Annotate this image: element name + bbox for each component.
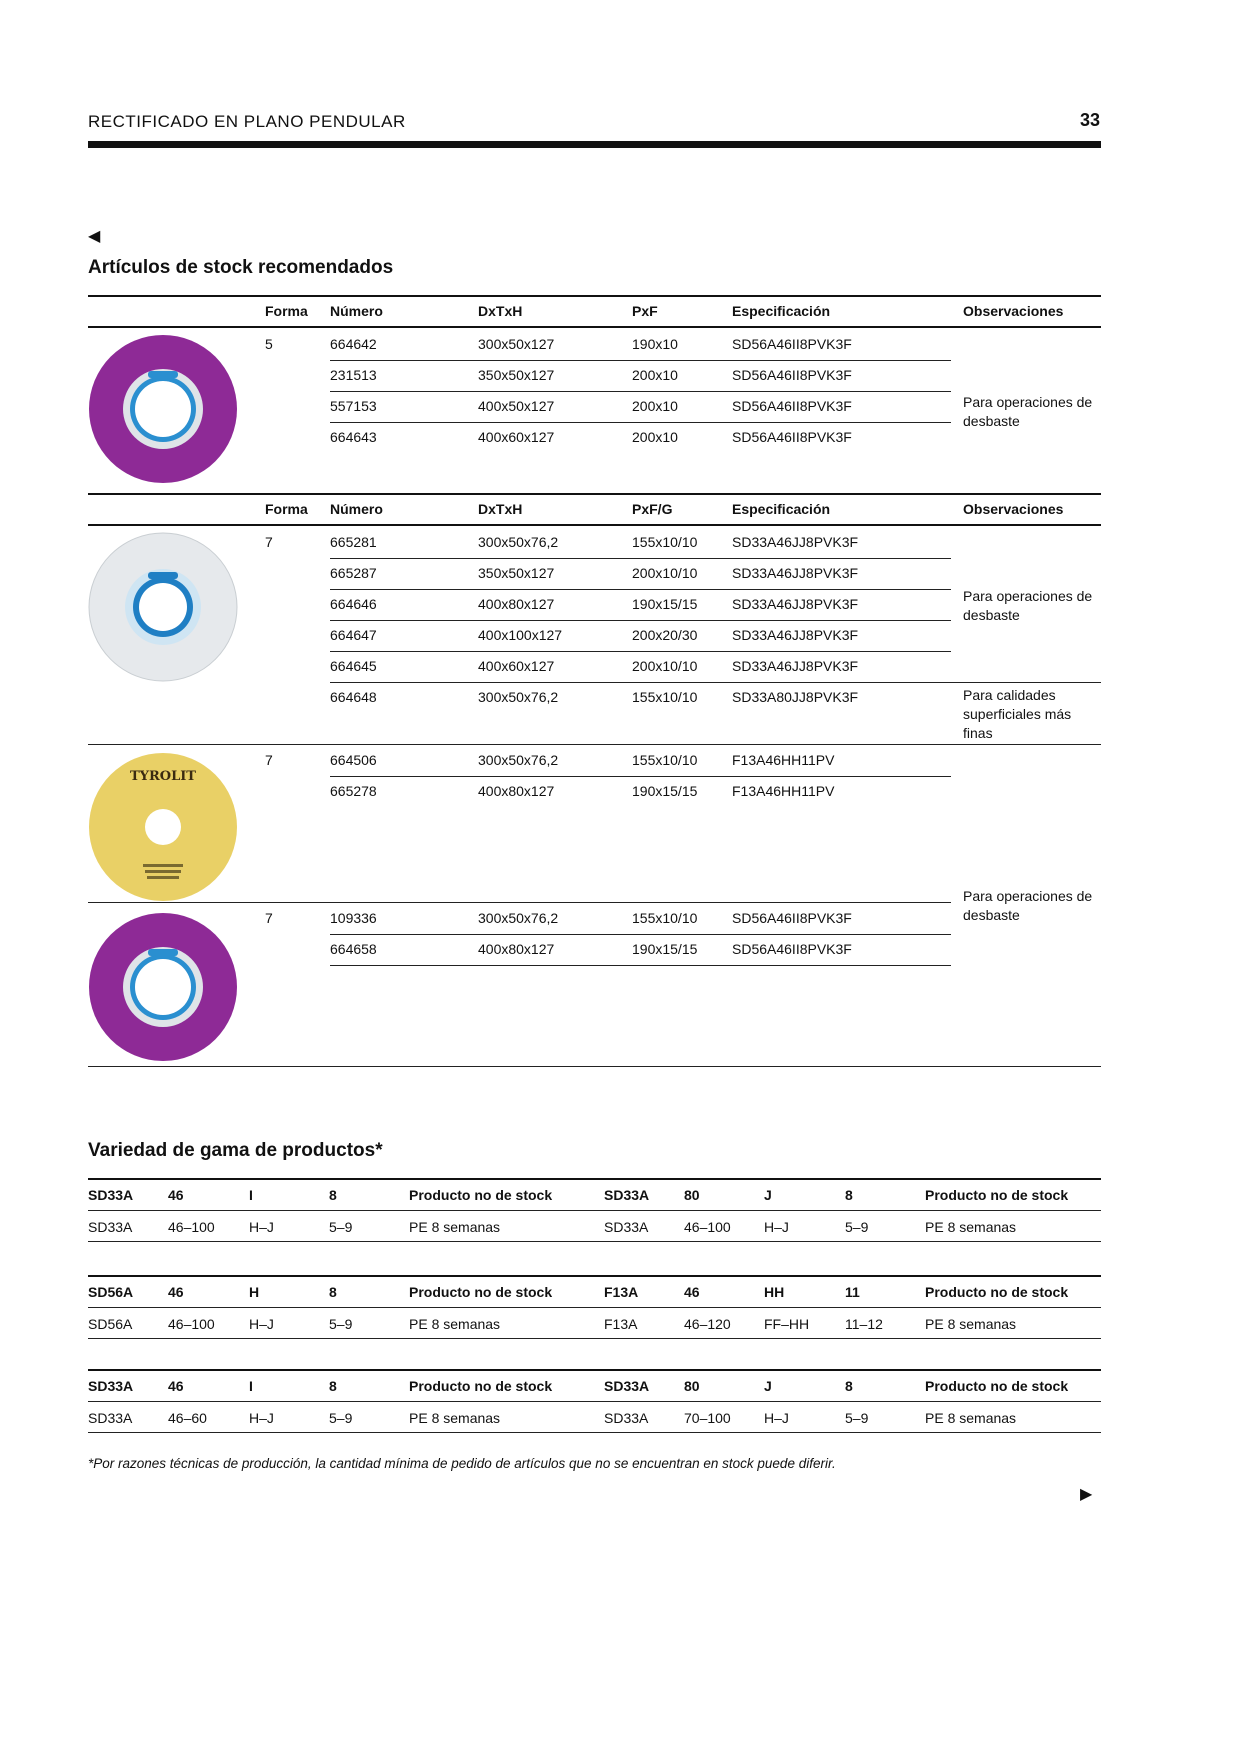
dxtxh-cell: 350x50x127 xyxy=(478,367,555,383)
dxtxh-cell: 400x80x127 xyxy=(478,941,555,957)
numero-cell: 231513 xyxy=(330,367,377,383)
spec-cell: F13A46HH11PV xyxy=(732,783,835,799)
dxtxh-cell: 300x50x76,2 xyxy=(478,910,559,926)
pxfg-cell: 155x10/10 xyxy=(632,534,698,550)
pxfg-cell: 155x10/10 xyxy=(632,910,698,926)
observation-text: Para operaciones de desbaste xyxy=(963,394,1093,429)
variety-top-rule xyxy=(88,1275,1101,1277)
variety-mid-rule xyxy=(88,1401,1101,1402)
variety-header-cell: 11 xyxy=(845,1284,860,1300)
stock-section-title: Artículos de stock recomendados xyxy=(88,257,394,278)
spec-cell: SD56A46II8PVK3F xyxy=(732,398,852,414)
pxfg-cell: 200x10/10 xyxy=(632,658,698,674)
variety-bottom-rule xyxy=(88,1432,1101,1433)
variety-mid-rule xyxy=(88,1210,1101,1211)
variety-header-cell: 46 xyxy=(168,1284,184,1300)
pxfg-cell: 190x15/15 xyxy=(632,941,698,957)
dxtxh-cell: 400x60x127 xyxy=(478,429,555,445)
variety-header-cell: J xyxy=(764,1378,772,1394)
pxfg-cell: 190x15/15 xyxy=(632,783,698,799)
variety-value-cell: 5–9 xyxy=(329,1316,353,1332)
variety-value-cell: H–J xyxy=(249,1410,274,1426)
pxf-cell: 190x10 xyxy=(632,336,678,352)
variety-header-cell: SD33A xyxy=(88,1378,134,1394)
variety-value-cell: 46–60 xyxy=(168,1410,207,1426)
variety-value-cell: SD33A xyxy=(604,1219,649,1235)
dxtxh-cell: 300x50x76,2 xyxy=(478,689,559,705)
next-page-icon[interactable]: ▶ xyxy=(1080,1486,1093,1503)
col-header-numero: Número xyxy=(330,303,383,319)
row-rule xyxy=(330,589,951,590)
variety-section-title: Variedad de gama de productos* xyxy=(88,1140,383,1161)
pxf-cell: 200x10 xyxy=(632,367,678,383)
variety-header-cell: SD33A xyxy=(604,1187,650,1203)
variety-value-cell: SD33A xyxy=(88,1219,133,1235)
header-bottom-rule xyxy=(88,326,1101,328)
variety-value-cell: H–J xyxy=(764,1219,789,1235)
variety-header-cell: Producto no de stock xyxy=(409,1378,553,1394)
row-rule xyxy=(330,620,951,621)
dxtxh-cell: 300x50x76,2 xyxy=(478,534,559,550)
pxfg-cell: 155x10/10 xyxy=(632,689,698,705)
variety-value-cell: PE 8 semanas xyxy=(409,1410,501,1426)
variety-header-cell: Producto no de stock xyxy=(925,1187,1069,1203)
variety-header-cell: 8 xyxy=(329,1284,337,1300)
variety-value-cell: 46–120 xyxy=(684,1316,731,1332)
white-grinding-wheel-image xyxy=(88,532,238,682)
pxfg-cell: 190x15/15 xyxy=(632,596,698,612)
variety-header-cell: 46 xyxy=(684,1284,700,1300)
spec-cell: SD33A46JJ8PVK3F xyxy=(732,565,859,581)
dxtxh-cell: 400x100x127 xyxy=(478,627,563,643)
row-rule xyxy=(330,391,951,392)
col-header-dxtxh: DxTxH xyxy=(478,501,523,517)
header-rule xyxy=(88,141,1101,148)
variety-value-cell: H–J xyxy=(249,1316,274,1332)
col-header-especificacion: Especificación xyxy=(732,501,831,517)
pxfg-cell: 200x10/10 xyxy=(632,565,698,581)
spec-cell: SD56A46II8PVK3F xyxy=(732,941,852,957)
variety-header-cell: F13A xyxy=(604,1284,639,1300)
numero-cell: 664648 xyxy=(330,689,377,705)
variety-value-cell: 70–100 xyxy=(684,1410,731,1426)
forma-value: 7 xyxy=(265,910,273,926)
col-header-pxf: PxF xyxy=(632,303,658,319)
observation-text: Para operaciones de desbaste xyxy=(963,588,1093,623)
numero-cell: 557153 xyxy=(330,398,377,414)
pxfg-cell: 155x10/10 xyxy=(632,752,698,768)
variety-header-cell: J xyxy=(764,1187,772,1203)
group-rule xyxy=(88,744,1101,745)
variety-value-cell: PE 8 semanas xyxy=(409,1219,501,1235)
prev-page-icon[interactable]: ◀ xyxy=(88,228,101,245)
header-bottom-rule xyxy=(88,524,1101,526)
variety-header-cell: Producto no de stock xyxy=(925,1378,1069,1394)
dxtxh-cell: 400x80x127 xyxy=(478,783,555,799)
col-header-especificacion: Especificación xyxy=(732,303,831,319)
numero-cell: 109336 xyxy=(330,910,377,926)
col-header-forma: Forma xyxy=(265,303,308,319)
forma-value: 5 xyxy=(265,336,273,352)
variety-header-cell: I xyxy=(249,1187,253,1203)
variety-bottom-rule xyxy=(88,1338,1101,1339)
yellow-grinding-wheel-image xyxy=(88,752,238,902)
col-header-observaciones: Observaciones xyxy=(963,501,1064,517)
observation-text: Para operaciones de desbaste xyxy=(963,888,1093,923)
running-header-title: RECTIFICADO EN PLANO PENDULAR xyxy=(88,112,406,131)
variety-top-rule xyxy=(88,1369,1101,1371)
spec-cell: SD56A46II8PVK3F xyxy=(732,336,852,352)
variety-value-cell: SD56A xyxy=(88,1316,133,1332)
row-rule xyxy=(330,934,951,935)
pxf-cell: 200x10 xyxy=(632,398,678,414)
numero-cell: 664506 xyxy=(330,752,377,768)
numero-cell: 665281 xyxy=(330,534,377,550)
variety-value-cell: 11–12 xyxy=(845,1316,883,1332)
pxfg-cell: 200x20/30 xyxy=(632,627,698,643)
col-header-dxtxh: DxTxH xyxy=(478,303,523,319)
spec-cell: SD56A46II8PVK3F xyxy=(732,367,852,383)
variety-header-cell: Producto no de stock xyxy=(925,1284,1069,1300)
numero-cell: 664642 xyxy=(330,336,377,352)
numero-cell: 664658 xyxy=(330,941,377,957)
variety-top-rule xyxy=(88,1178,1101,1180)
variety-header-cell: SD33A xyxy=(604,1378,650,1394)
dxtxh-cell: 300x50x76,2 xyxy=(478,752,559,768)
variety-header-cell: Producto no de stock xyxy=(409,1187,553,1203)
variety-value-cell: FF–HH xyxy=(764,1316,810,1332)
variety-value-cell: SD33A xyxy=(604,1410,649,1426)
spec-cell: SD33A46JJ8PVK3F xyxy=(732,658,859,674)
col-header-observaciones: Observaciones xyxy=(963,303,1064,319)
variety-header-cell: 80 xyxy=(684,1187,700,1203)
numero-cell: 664643 xyxy=(330,429,377,445)
spec-cell: SD56A46II8PVK3F xyxy=(732,910,852,926)
row-rule xyxy=(330,776,951,777)
spec-cell: SD33A46JJ8PVK3F xyxy=(732,534,859,550)
variety-header-cell: 8 xyxy=(329,1187,337,1203)
variety-header-cell: 46 xyxy=(168,1187,184,1203)
variety-value-cell: PE 8 semanas xyxy=(925,1410,1017,1426)
variety-header-cell: I xyxy=(249,1378,253,1394)
variety-value-cell: H–J xyxy=(249,1219,274,1235)
col-header-pxfg: PxF/G xyxy=(632,501,673,517)
variety-header-cell: H xyxy=(249,1284,260,1300)
table-top-rule xyxy=(88,295,1101,297)
dxtxh-cell: 350x50x127 xyxy=(478,565,555,581)
variety-header-cell: 8 xyxy=(329,1378,337,1394)
variety-value-cell: 5–9 xyxy=(845,1219,869,1235)
row-rule xyxy=(330,558,951,559)
col-header-numero: Número xyxy=(330,501,383,517)
variety-value-cell: 46–100 xyxy=(684,1219,731,1235)
wheel-brand-label: TYROLIT xyxy=(130,769,196,784)
group-rule xyxy=(88,902,951,903)
numero-cell: 664646 xyxy=(330,596,377,612)
spec-cell: SD33A46JJ8PVK3F xyxy=(732,596,859,612)
dxtxh-cell: 400x50x127 xyxy=(478,398,555,414)
pxf-cell: 200x10 xyxy=(632,429,678,445)
variety-header-cell: HH xyxy=(764,1284,785,1300)
col-header-forma: Forma xyxy=(265,501,308,517)
observation-text: Para calidades superficiales más finas xyxy=(963,687,1072,741)
purple-grinding-wheel-image-1 xyxy=(88,334,238,484)
footnote: *Por razones técnicas de producción, la cantidad mínima de pedido de artículos que no se encuentran en stock puede diferir. xyxy=(88,1456,836,1471)
variety-value-cell: PE 8 semanas xyxy=(925,1219,1017,1235)
spec-cell: SD33A46JJ8PVK3F xyxy=(732,627,859,643)
dxtxh-cell: 300x50x127 xyxy=(478,336,555,352)
table-bottom-rule xyxy=(88,1066,1101,1067)
variety-value-cell: H–J xyxy=(764,1410,789,1426)
dxtxh-cell: 400x80x127 xyxy=(478,596,555,612)
variety-header-cell: 46 xyxy=(168,1378,184,1394)
numero-cell: 664647 xyxy=(330,627,377,643)
numero-cell: 665287 xyxy=(330,565,377,581)
variety-header-cell: SD33A xyxy=(88,1187,134,1203)
variety-header-cell: 8 xyxy=(845,1187,853,1203)
purple-grinding-wheel-image-2 xyxy=(88,912,238,1062)
numero-cell: 664645 xyxy=(330,658,377,674)
variety-value-cell: 5–9 xyxy=(845,1410,869,1426)
row-rule xyxy=(330,682,1101,683)
variety-bottom-rule xyxy=(88,1241,1101,1242)
page-number: 33 xyxy=(1079,110,1100,130)
variety-value-cell: PE 8 semanas xyxy=(925,1316,1017,1332)
variety-value-cell: PE 8 semanas xyxy=(409,1316,501,1332)
variety-mid-rule xyxy=(88,1307,1101,1308)
dxtxh-cell: 400x60x127 xyxy=(478,658,555,674)
forma-value: 7 xyxy=(265,752,273,768)
row-rule xyxy=(330,965,951,966)
row-rule xyxy=(330,360,951,361)
variety-value-cell: 5–9 xyxy=(329,1410,353,1426)
variety-value-cell: SD33A xyxy=(88,1410,133,1426)
variety-value-cell: F13A xyxy=(604,1316,638,1332)
variety-value-cell: 46–100 xyxy=(168,1316,215,1332)
variety-header-cell: SD56A xyxy=(88,1284,134,1300)
forma-value: 7 xyxy=(265,534,273,550)
spec-cell: SD56A46II8PVK3F xyxy=(732,429,852,445)
table-top-rule xyxy=(88,493,1101,495)
variety-value-cell: 46–100 xyxy=(168,1219,215,1235)
row-rule xyxy=(330,422,951,423)
variety-header-cell: 8 xyxy=(845,1378,853,1394)
variety-header-cell: Producto no de stock xyxy=(409,1284,553,1300)
numero-cell: 665278 xyxy=(330,783,377,799)
spec-cell: F13A46HH11PV xyxy=(732,752,835,768)
variety-header-cell: 80 xyxy=(684,1378,700,1394)
spec-cell: SD33A80JJ8PVK3F xyxy=(732,689,859,705)
row-rule xyxy=(330,651,951,652)
variety-value-cell: 5–9 xyxy=(329,1219,353,1235)
